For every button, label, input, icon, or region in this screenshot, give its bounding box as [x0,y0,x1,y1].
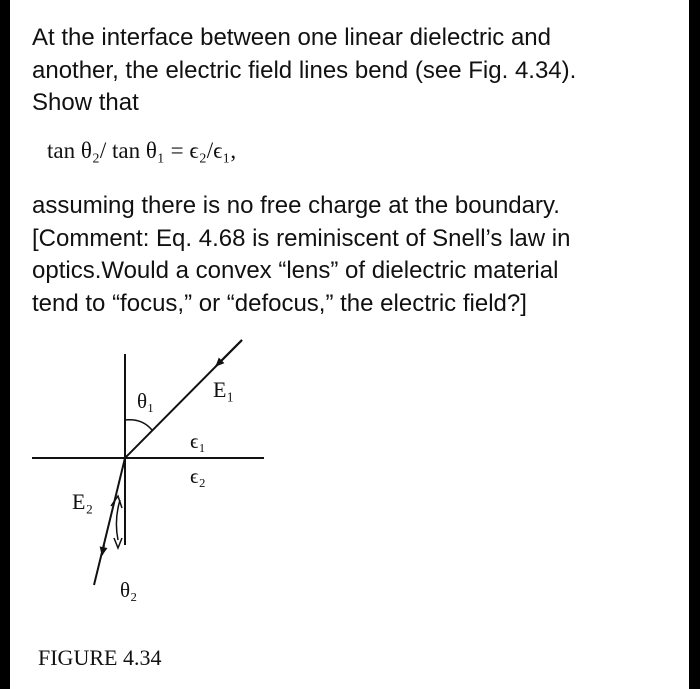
field-arrow-e2 [102,545,104,555]
e2-label: E₂ [72,489,94,514]
text-line: Show that [32,89,139,116]
text-line: another, the electric field lines bend (see Fig. 4.34). [32,56,577,84]
field-line-e2 [94,458,125,585]
document-page [10,0,689,689]
epsilon2-label: ϵ₂ [190,464,206,488]
e1-label: E₁ [213,377,235,402]
field-arrow-e1 [216,340,242,366]
text-line: assuming there is no free charge at the boundary. [32,192,560,219]
text-line: At the interface between one linear dielectric and [32,24,551,51]
theta2-arc [116,500,120,540]
theta2-label: θ₂ [120,578,138,602]
text-line: [Comment: Eq. 4.68 is reminiscent of Snell’s law in [32,224,571,252]
figure-caption: FIGURE 4.34 [38,645,162,670]
theta1-label: θ₁ [137,389,155,413]
equation: tan θ₂/ tan θ₁ = ϵ₂/ϵ₁, [47,138,237,163]
figure-diagram [10,0,689,689]
theta1-arc [125,420,152,430]
epsilon1-label: ϵ₁ [190,429,206,453]
text-line: tend to “focus,” or “defocus,” the electric field?] [32,289,527,317]
text-line: optics.Would a convex “lens” of dielectric material [32,257,559,284]
